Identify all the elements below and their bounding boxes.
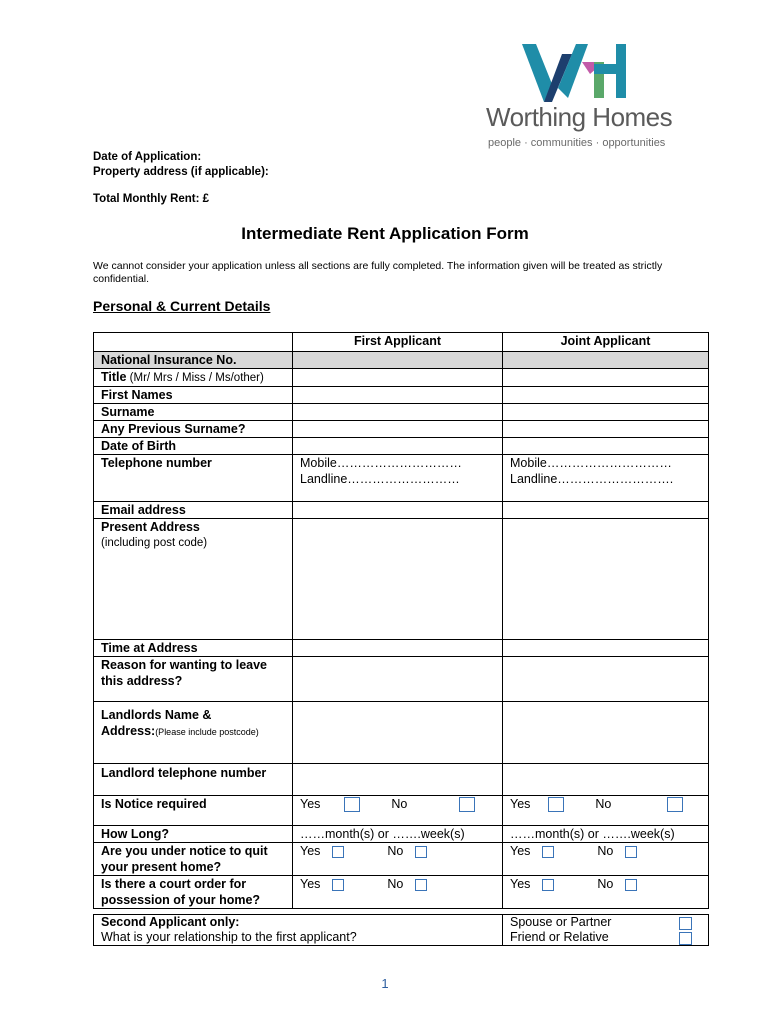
previous-surname-first-field[interactable] bbox=[293, 421, 503, 438]
logo-wordmark: Worthing Homes bbox=[486, 102, 673, 132]
first-names-label: First Names bbox=[94, 387, 293, 404]
under-notice-joint-yes-checkbox[interactable] bbox=[542, 846, 554, 858]
landlords-name-label: Landlords Name & Address:(Please include postcode) bbox=[94, 702, 293, 764]
friend-option-label: Friend or Relative bbox=[510, 930, 609, 944]
court-order-joint-yes-label: Yes bbox=[510, 877, 531, 891]
under-notice-joint bbox=[503, 843, 709, 876]
dob-joint-field[interactable] bbox=[503, 438, 709, 455]
under-notice-first-yes-checkbox[interactable] bbox=[332, 846, 344, 858]
notice-required-joint bbox=[503, 796, 709, 826]
court-order-joint bbox=[503, 876, 709, 909]
property-address-label: Property address (if applicable): bbox=[93, 166, 269, 178]
mobile-first-line: Mobile………………………… bbox=[300, 456, 462, 470]
under-notice-first-no-checkbox[interactable] bbox=[415, 846, 427, 858]
court-order-joint-yes-checkbox[interactable] bbox=[542, 879, 554, 891]
court-order-label: Is there a court order for possession of your home? bbox=[94, 876, 293, 909]
notice-required-first bbox=[293, 796, 503, 826]
notice-joint-no-checkbox[interactable] bbox=[667, 797, 683, 812]
under-notice-label: Are you under notice to quit your present home? bbox=[94, 843, 293, 876]
under-notice-joint-no-checkbox[interactable] bbox=[625, 846, 637, 858]
time-at-address-label: Time at Address bbox=[94, 640, 293, 657]
previous-surname-joint-field[interactable] bbox=[503, 421, 709, 438]
court-order-joint-no-label: No bbox=[597, 877, 614, 891]
present-address-joint-field[interactable] bbox=[503, 519, 709, 640]
ni-first-field[interactable] bbox=[293, 352, 503, 369]
email-label: Email address bbox=[94, 502, 293, 519]
how-long-joint[interactable]: ……month(s) or …….week(s) bbox=[503, 826, 709, 843]
under-notice-joint-no-label: No bbox=[597, 844, 614, 858]
logo-tagline: people · communities · opportunities bbox=[488, 137, 666, 149]
notice-first-no-label: No bbox=[391, 797, 408, 811]
notice-first-no-checkbox[interactable] bbox=[459, 797, 475, 812]
court-order-first-no-checkbox[interactable] bbox=[415, 879, 427, 891]
surname-first-field[interactable] bbox=[293, 404, 503, 421]
relationship-options bbox=[503, 915, 709, 946]
notice-first-yes-checkbox[interactable] bbox=[344, 797, 360, 812]
present-address-first-field[interactable] bbox=[293, 519, 503, 640]
page-number: 1 bbox=[381, 976, 389, 991]
notice-joint-yes-checkbox[interactable] bbox=[548, 797, 564, 812]
time-at-address-first-field[interactable] bbox=[293, 640, 503, 657]
postcode-note: (including post code) bbox=[101, 537, 208, 549]
dob-first-field[interactable] bbox=[293, 438, 503, 455]
date-of-application-label: Date of Application: bbox=[93, 151, 202, 163]
under-notice-first bbox=[293, 843, 503, 876]
mobile-joint-line: Mobile………………………… bbox=[510, 456, 672, 470]
friend-checkbox[interactable] bbox=[679, 932, 692, 945]
col-first-applicant: First Applicant bbox=[293, 333, 503, 352]
surname-label: Surname bbox=[94, 404, 293, 421]
second-applicant-table bbox=[93, 914, 709, 946]
telephone-first-field[interactable] bbox=[293, 455, 503, 502]
landlord-telephone-label: Landlord telephone number bbox=[94, 764, 293, 796]
how-long-label: How Long? bbox=[94, 826, 293, 843]
personal-details-table bbox=[93, 332, 709, 909]
landlord-telephone-first-field[interactable] bbox=[293, 764, 503, 796]
telephone-joint-field[interactable] bbox=[503, 455, 709, 502]
table-corner bbox=[94, 333, 293, 352]
first-names-first-field[interactable] bbox=[293, 387, 503, 404]
logo-h-right bbox=[616, 44, 626, 98]
court-order-first-yes-checkbox[interactable] bbox=[332, 879, 344, 891]
reason-label: Reason for wanting to leave this address? bbox=[94, 657, 293, 702]
intro-text: We cannot consider your application unless all sections are fully completed. The information given will be treated as strictly confidential. bbox=[93, 260, 663, 285]
spouse-option-label: Spouse or Partner bbox=[510, 915, 612, 929]
landlords-first-field[interactable] bbox=[293, 702, 503, 764]
landlords-joint-field[interactable] bbox=[503, 702, 709, 764]
section-title: Personal & Current Details bbox=[93, 298, 271, 314]
notice-joint-yes-label: Yes bbox=[510, 797, 531, 811]
present-address-label: Present Address (including post code) bbox=[94, 519, 293, 640]
email-joint-field[interactable] bbox=[503, 502, 709, 519]
email-first-field[interactable] bbox=[293, 502, 503, 519]
court-order-first-yes-label: Yes bbox=[300, 877, 321, 891]
col-joint-applicant: Joint Applicant bbox=[503, 333, 709, 352]
notice-first-yes-label: Yes bbox=[300, 797, 321, 811]
notice-required-label: Is Notice required bbox=[94, 796, 293, 826]
ni-joint-field[interactable] bbox=[503, 352, 709, 369]
time-at-address-joint-field[interactable] bbox=[503, 640, 709, 657]
ni-label: National Insurance No. bbox=[94, 352, 293, 369]
title-joint-field[interactable] bbox=[503, 369, 709, 387]
under-notice-joint-yes-label: Yes bbox=[510, 844, 531, 858]
title-first-field[interactable] bbox=[293, 369, 503, 387]
spouse-checkbox[interactable] bbox=[679, 917, 692, 930]
surname-joint-field[interactable] bbox=[503, 404, 709, 421]
previous-surname-label: Any Previous Surname? bbox=[94, 421, 293, 438]
telephone-label: Telephone number bbox=[94, 455, 293, 502]
postcode-hint: (Please include postcode) bbox=[155, 727, 259, 737]
reason-first-field[interactable] bbox=[293, 657, 503, 702]
title-label: Title (Mr/ Mrs / Miss / Ms/other) bbox=[94, 369, 293, 387]
dob-label: Date of Birth bbox=[94, 438, 293, 455]
first-names-joint-field[interactable] bbox=[503, 387, 709, 404]
court-order-first bbox=[293, 876, 503, 909]
under-notice-first-no-label: No bbox=[387, 844, 404, 858]
how-long-first[interactable]: ……month(s) or …….week(s) bbox=[293, 826, 503, 843]
landline-joint-line: Landline………………………. bbox=[510, 472, 674, 486]
form-title: Intermediate Rent Application Form bbox=[241, 224, 529, 243]
court-order-joint-no-checkbox[interactable] bbox=[625, 879, 637, 891]
court-order-first-no-label: No bbox=[387, 877, 404, 891]
landlord-telephone-joint-field[interactable] bbox=[503, 764, 709, 796]
total-monthly-rent-label: Total Monthly Rent: £ bbox=[93, 193, 210, 205]
under-notice-first-yes-label: Yes bbox=[300, 844, 321, 858]
reason-joint-field[interactable] bbox=[503, 657, 709, 702]
landline-first-line: Landline……………………… bbox=[300, 472, 460, 486]
second-applicant-question: Second Applicant only: What is your relationship to the first applicant? bbox=[94, 915, 503, 946]
notice-joint-no-label: No bbox=[595, 797, 612, 811]
